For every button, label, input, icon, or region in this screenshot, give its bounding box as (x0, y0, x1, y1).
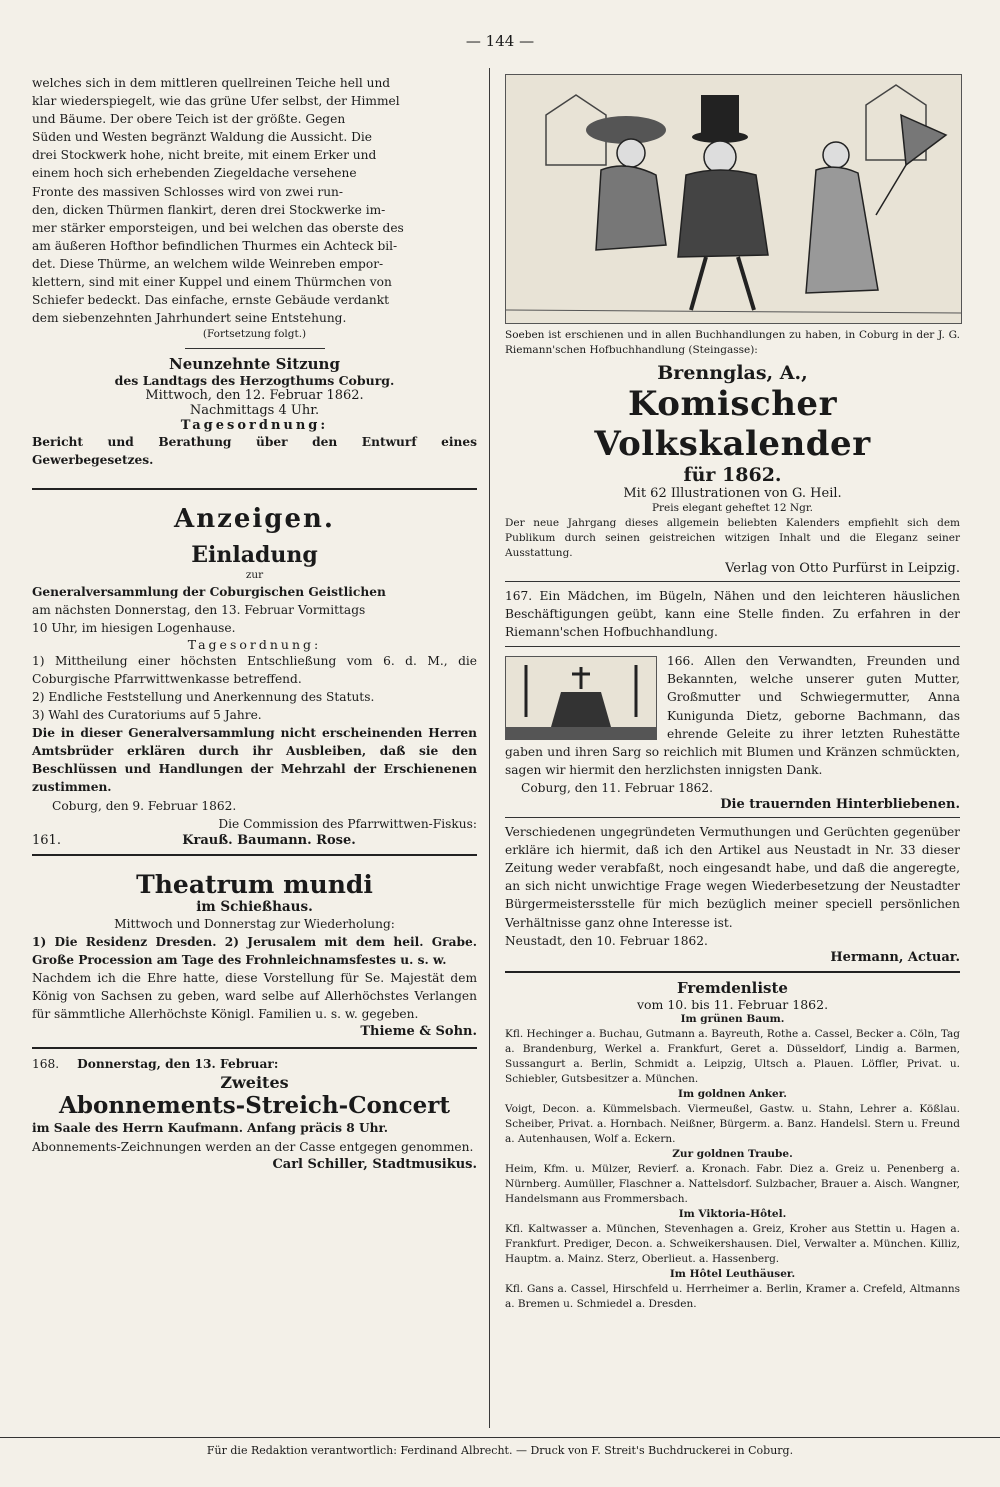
article-line: dem siebenzehnten Jahrhundert seine Entstehung. (32, 311, 347, 326)
agenda-text: Bericht und Berathung über den Entwurf eines Gewerbegesetzes. (32, 435, 477, 468)
rule (505, 817, 960, 818)
column-divider (489, 68, 490, 1428)
agenda2-item: 3) Wahl des Curatoriums auf 5 Jahre. (32, 708, 262, 723)
imprint-footer: Für die Redaktion verantwortlich: Ferdinand Albrecht. — Druck von F. Streit's Buchdruckerei in Coburg. (0, 1437, 1000, 1457)
ad-166-date: Coburg, den 11. Februar 1862. (521, 780, 714, 795)
section-rule (32, 1047, 477, 1049)
ads-heading: Anzeigen. (174, 503, 335, 534)
einladung-note: Die in dieser Generalversammlung nicht erscheinenden Herren Amtsbrüder erklären durch ihr Ausbleiben, daß sie den Beschlüssen und Handlungen der Mehrzahl der Erschienenen zustimmen. (32, 726, 477, 795)
theatrum-title: Theatrum mundi (136, 869, 373, 899)
concert-body (32, 1119, 477, 1173)
ad-number: 161. (32, 832, 61, 848)
fremdenliste-title: Fremdenliste (677, 978, 788, 997)
hotel-name: Im Viktoria-Hôtel. (678, 1207, 787, 1220)
concert-note: Abonnements-Zeichnungen werden an der Casse entgegen genommen. (32, 1139, 474, 1154)
commission: Die Commission des Pfarrwittwen-Fiskus: (218, 816, 477, 831)
rule (505, 646, 960, 647)
einladung-title: Einladung (191, 541, 318, 568)
fremdenliste-dates: vom 10. bis 11. Februar 1862. (636, 996, 829, 1012)
funeral-coffin-icon (505, 656, 657, 740)
article-line: klar wiederspiegelt, wie das grüne Ufer selbst, der Himmel (32, 94, 400, 109)
concert-title: Abonnements-Streich-Concert (59, 1092, 450, 1120)
article-line: drei Stockwerk hohe, nicht breite, mit einem Erker und (32, 148, 377, 163)
book-price: Preis elegant geheftet 12 Ngr. (651, 502, 814, 514)
hotel-guests: Voigt, Decon. a. Kümmelsbach. Viermeußel, Gastw. u. Stahn, Lehrer a. Kößlau. Scheiber, Privat. a. Hornbach. Neißner, Bürgerm. a. Banz. Handelsl. Stern u. Freund a. Autenhausen, Wolf a. Eckern. (505, 1102, 960, 1145)
article-line: und Bäume. Der obere Teich ist der größte. Gegen (32, 112, 346, 127)
article-continuation (32, 74, 477, 327)
ad-166 (505, 652, 960, 812)
article-line: Schiefer bedeckt. Das einfache, ernste Gebäude verdankt (32, 293, 389, 308)
article-line: welches sich in dem mittleren quellreinen Teiche hell und (32, 76, 391, 90)
illus-caption: Soeben ist erschienen und in allen Buchhandlungen zu haben, in Coburg in der J. G. Riemann'schen Hofbuchhandlung (Steingasse): (505, 329, 960, 356)
article-line: einem hoch sich erhebenden Ziegeldache versehene (32, 166, 357, 181)
hotel-guests: Kfl. Kaltwasser a. München, Stevenhagen a. Greiz, Kroher aus Stettin u. Hagen a. Frankfurt. Prediger, Decon. a. Schweikershausen. Diel, Verwalter a. München. Killiz, Hauptm. a. Mainz. Sterz, Oberlieut. a. Hassenberg. (505, 1222, 960, 1265)
article-line: den, dicken Thürmen flankirt, deren drei Stockwerke im- (32, 202, 386, 217)
concert-signature: Carl Schiller, Stadtmusikus. (272, 1156, 477, 1172)
caricature-drawing (506, 75, 961, 323)
concert-date-line (32, 1055, 477, 1073)
book-publisher: Verlag von Otto Purfürst in Leipzig. (725, 561, 960, 576)
hotel-name: Im grünen Baum. (680, 1012, 785, 1025)
theatrum-days: Mittwoch und Donnerstag zur Wiederholung: (114, 916, 395, 931)
einladung-line: am nächsten Donnerstag, den 13. Februar Vormittags (32, 602, 366, 617)
right-column (505, 74, 960, 1312)
einladung-date: Coburg, den 9. Februar 1862. (52, 798, 237, 813)
theatrum-note: Nachdem ich die Ehre hatte, diese Vorstellung für Se. Majestät dem König von Sachsen zu geben, ward selbe auf Allerhöchstes Verlangen für sämmtliche Allerhöchste Königl. Familien u. s. w. gegeben. (32, 971, 477, 1022)
hotel-guests: Kfl. Gans a. Cassel, Hirschfeld u. Herrheimer a. Berlin, Kramer a. Crefeld, Altmanns a. Bremen u. Schmiedel a. Dresden. (505, 1282, 960, 1310)
rule (505, 581, 960, 582)
concert-zweites: Zweites (220, 1073, 289, 1093)
agenda2-list (32, 652, 477, 833)
section-rule (32, 854, 477, 856)
theatrum-program: 1) Die Residenz Dresden. 2) Jerusalem mit dem heil. Grabe. Große Procession am Tage des Frohnleichnamsfestes u. s. w. (32, 934, 477, 967)
ad-number: 168. (32, 1057, 60, 1072)
hotel-name: Im Hôtel Leuthäuser. (669, 1267, 796, 1280)
article-line: Süden und Westen begränzt Waldung die Aussicht. Die (32, 130, 372, 145)
agenda2-item: 1) Mittheilung einer höchsten Entschließung vom 6. d. M., die Coburgische Pfarrwittwenkasse betreffend. (32, 653, 477, 686)
einladung-line: 10 Uhr, im hiesigen Logenhause. (32, 620, 236, 635)
book-author: Brennglas, A., (657, 362, 808, 384)
hotel-list (505, 1012, 960, 1312)
hotel-name: Zur goldnen Traube. (672, 1147, 793, 1160)
einladung-line: Generalversammlung der Coburgischen Geistlichen (32, 584, 386, 599)
concert-date: Donnerstag, den 13. Februar: (77, 1057, 279, 1072)
hotel-name: Im goldnen Anker. (678, 1087, 787, 1100)
concert-place: im Saale des Herrn Kaufmann. Anfang präcis 8 Uhr. (32, 1121, 389, 1136)
agenda2-heading: Tagesordnung: (187, 636, 322, 652)
caricature-illustration (505, 74, 962, 324)
einladung-body (32, 583, 477, 637)
session-title: Neunzehnte Sitzung (169, 355, 340, 374)
ad-167: 167. Ein Mädchen, im Bügeln, Nähen und den leichteren häuslichen Beschäftigungen geübt, kann eine Stelle finden. Zu erfahren in der Riemann'schen Hofbuchhandlung. (505, 589, 960, 640)
theatrum-body (32, 915, 477, 1042)
continued-note: (Fortsetzung folgt.) (202, 328, 307, 341)
article-line: mer stärker emporsteigen, und bei welchen das oberste des (32, 220, 404, 235)
hotel-guests: Heim, Kfm. u. Mülzer, Revierf. a. Kronach. Fabr. Diez a. Greiz u. Penenberg a. Nürnberg. Aumüller, Flaschner a. Nattelsdorf. Sulzbacher, Brauer a. Aisch. Wangner, Handelsmann aus Frommersbach. (505, 1162, 960, 1205)
hotel-guests: Kfl. Hechinger a. Buchau, Gutmann a. Bayreuth, Rothe a. Cassel, Becker a. Cöln, Tag a. Brandenburg, Werkel a. Frankfurt, Geret a. Düsseldorf, Lindig a. Barmen, Sussangurt a. Berlin, Schmidt a. Leipzig, Ultsch a. Plauen. Löffler, Privat. u. Schiebler, Gutsbesitzer a. München. (505, 1027, 960, 1085)
section-rule (505, 971, 960, 973)
hermann-date: Neustadt, den 10. Februar 1862. (505, 933, 708, 948)
article-line: Fronte des massiven Schlosses wird von zwei run- (32, 184, 344, 199)
left-column (32, 74, 477, 1174)
agenda2-item: 2) Endliche Feststellung und Anerkennung des Statuts. (32, 689, 375, 704)
article-line: klettern, sind mit einer Kuppel und einem Thürmchen von (32, 275, 392, 290)
einladung-zur: zur (245, 568, 264, 581)
book-year: für 1862. (683, 464, 782, 486)
theatrum-subtitle: im Schießhaus. (196, 898, 313, 915)
session-date: Mittwoch, den 12. Februar 1862. (145, 388, 364, 404)
article-line: am äußeren Hofthor befindlichen Thurmes ein Achteck bil- (32, 238, 398, 253)
commission-signature (32, 833, 477, 848)
session-time: Nachmittags 4 Uhr. (189, 403, 320, 419)
book-illustrations: Mit 62 Illustrationen von G. Heil. (623, 486, 842, 501)
book-description: Der neue Jahrgang dieses allgemein beliebten Kalenders empfiehlt sich dem Publikum durch seinen geistreichen witzigen Inhalt und die Eleganz seiner Ausstattung. (505, 517, 960, 559)
book-title: Komischer Volkskalender (594, 384, 871, 464)
section-rule (32, 488, 477, 490)
hermann-signature: Hermann, Actuar. (830, 949, 960, 965)
ad-166-text: 166. Allen den Verwandten, Freunden und Bekannten, welche unserer guten Mutter, Großmutter und Schwiegermutter, Anna Kunigunda Dietz, geborne Bachmann, das ehrende Geleite zu ihrer letzten Ruhestätte gaben und ihren Sarg so reichlich mit Blumen und Kränzen schmückten, sagen wir hiermit den herzlichsten innigsten Dank. (505, 654, 960, 777)
theatrum-signature: Thieme & Sohn. (360, 1024, 477, 1040)
rule (185, 348, 325, 349)
page-number: — 144 — (465, 32, 535, 50)
commission-names: Krauß. Baumann. Rose. (182, 832, 356, 848)
session-subtitle: des Landtags des Herzogthums Coburg. (114, 373, 395, 389)
article-line: det. Diese Thürme, an welchem wilde Weinreben empor- (32, 256, 384, 271)
ad-166-signature: Die trauernden Hinterbliebenen. (720, 797, 960, 813)
hermann-statement: Verschiedenen ungegründeten Vermuthungen und Gerüchten gegenüber erkläre ich hiermit, daß ich den Artikel aus Neustadt in Nr. 33 dieser Zeitung weder verabfaßt, noch eingesandt habe, und daß die angeregte, an sich nicht unwichtige Frage wegen Wiederbesetzung der Neustadter Bürgermeistersstelle für mich bezüglich meiner speciell persönlichen Verhältnisse ganz ohne Interesse ist. (505, 825, 960, 930)
agenda-heading: Tagesordnung: (180, 418, 329, 434)
